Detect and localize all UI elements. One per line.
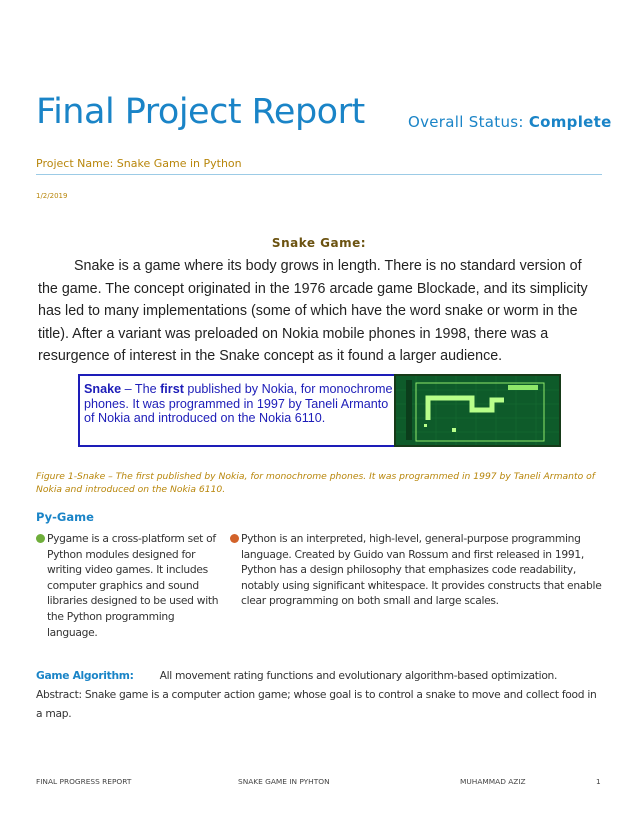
status-label: Overall Status: <box>408 113 524 131</box>
figure-text-part-1: – The <box>121 382 161 396</box>
section-heading-snake-game: Snake Game: <box>271 236 367 250</box>
green-bullet-icon <box>36 534 45 543</box>
figure-text-part-2: published by Nokia, for monochrome phones. It was programmed in 1997 by Taneli Armanto of Nokia and introduced on the Nokia 6110. <box>84 382 393 425</box>
figure-text-box <box>78 374 400 447</box>
figure-word-snake: Snake <box>84 382 122 396</box>
header-divider <box>36 174 602 175</box>
figure-caption: Figure 1-Snake – The first published by Nokia, for monochrome phones. It was programmed in 1997 by Taneli Armanto of Nokia and introduced on the Nokia 6110. <box>36 471 595 495</box>
orange-bullet-icon <box>230 534 239 543</box>
footer-project-name: SNAKE GAME IN PYHTON <box>238 777 330 786</box>
pygame-description-rest: Python modules designed for writing video games. It includes computer graphics and sound libraries designed to be used with the Python programming language. <box>47 547 219 639</box>
nokia-snake-screenshot-image <box>394 374 561 447</box>
game-algorithm-paragraph <box>36 666 604 723</box>
game-algorithm-label: Game Algorithm: <box>36 669 134 682</box>
pygame-bullet-line <box>36 532 216 545</box>
game-algorithm-text: All movement rating functions and evolutionary algorithm-based optimization. Abstract: Snake game is a computer action game; whose goal is to control a snake to move and collect food in a map. <box>36 669 597 720</box>
report-title: Final Project Report <box>36 92 365 132</box>
python-description-rest: language. Created by Guido van Rossum and first released in 1991, Python has a design philosophy that emphasizes code readability, notably using significant whitespace. It provides constructs that enable clear programming on both small and large scales. <box>241 547 602 608</box>
pygame-description-column <box>36 531 224 640</box>
python-bullet-line <box>230 532 581 545</box>
intro-paragraph: Snake is a game where its body grows in length. There is no standard version of the game. The concept originated in the 1976 arcade game Blockade, and its simplicity has led to many implementations (some of which have the word snake or worm in the title). After a variant was preloaded on Nokia mobile phones in 1998, there was a resurgence of interest in the Snake concept as it found a larger audience. <box>38 258 588 364</box>
report-date: 1/2/2019 <box>36 192 68 200</box>
figure-word-first: first <box>160 382 184 396</box>
status-value: Complete <box>528 113 612 131</box>
footer-page-number: 1 <box>596 777 601 786</box>
overall-status <box>408 113 612 131</box>
footer-report-name: FINAL PROGRESS REPORT <box>36 777 132 786</box>
section-heading-py-game: Py-Game <box>36 510 94 524</box>
project-name: Project Name: Snake Game in Python <box>36 157 242 170</box>
python-description-column <box>230 531 602 609</box>
pygame-first-line: Pygame is a cross-platform set of <box>47 532 216 545</box>
footer-author: MUHAMMAD AZIZ <box>460 777 526 786</box>
python-first-line: Python is an interpreted, high-level, general-purpose programming <box>241 532 581 545</box>
snake-game-screen-graphic <box>396 376 559 445</box>
